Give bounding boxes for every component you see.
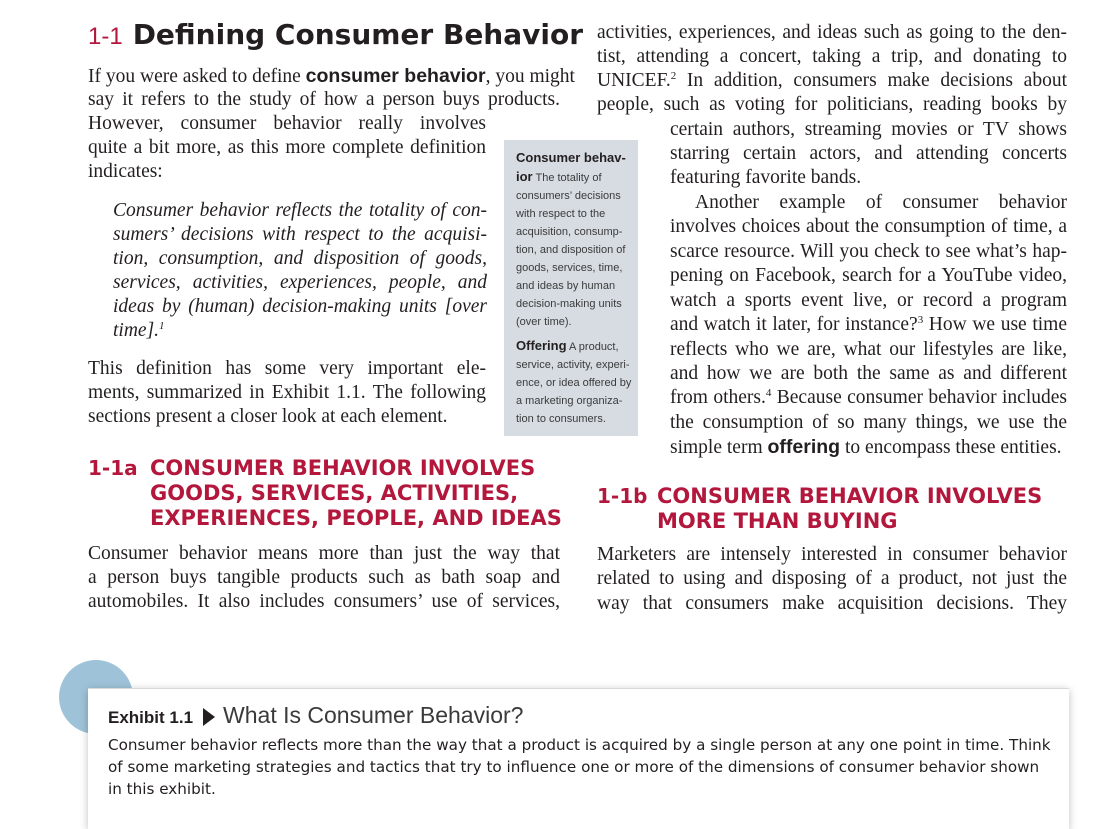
right-col-line: and how we are both the same as and different: [670, 363, 1067, 384]
sub1b-body-line: related to using and disposing of a product, not just the: [597, 568, 1067, 589]
right-col-line: activities, experiences, and ideas such as going to the den-: [597, 22, 1067, 43]
subsection-heading-1b: [597, 484, 1067, 536]
section-title: Defining Consumer Behavior: [132, 18, 584, 51]
glossary-term: Offering: [516, 338, 567, 353]
quote-line: Consumer behavior reflects the totality of con-: [113, 200, 487, 221]
right-col-line: pening on Facebook, search for a YouTube video,: [670, 265, 1067, 286]
quote-line-last: [113, 319, 165, 343]
intro-line-3: However, consumer behavior really involves: [88, 113, 486, 134]
right-col-line: featuring favorite bands.: [670, 167, 862, 188]
right-col-text: to encompass these entities.: [840, 437, 1062, 458]
section-number: 1-1: [88, 23, 123, 50]
intro-text: , you might: [485, 66, 575, 87]
subsection-number: 1-1b: [597, 484, 648, 508]
right-col-line: reflects who we are, what our lifestyles are like,: [670, 339, 1067, 360]
glossary-definition: The totality of consumers’ decisions with respect to the acquisition, consump-tion, and disposition of goods, services, time, and ideas by human decision-making units (over time).: [516, 172, 626, 328]
subsection-title-line: MORE THAN BUYING: [657, 509, 898, 533]
glossary-entry: [516, 337, 632, 428]
intro-text: If you were asked to define: [88, 66, 306, 87]
subsection-heading-1a: [88, 456, 568, 532]
right-col-text: In addition, consumers make decisions about: [676, 70, 1067, 91]
right-col-text: from others.: [670, 387, 766, 408]
footnote-marker: 1: [159, 320, 165, 332]
triangle-right-icon: [203, 708, 215, 726]
glossary-entry: [516, 149, 632, 331]
right-col-line: [670, 435, 1062, 460]
subsection-title-line: GOODS, SERVICES, ACTIVITIES,: [150, 481, 519, 505]
right-col-line: starring certain actors, and attending concerts: [670, 143, 1067, 164]
quote-line: tion, consumption, and disposition of goods,: [113, 248, 487, 269]
right-col-line: [670, 386, 1067, 410]
exhibit-caption-line: in this exhibit.: [108, 780, 216, 798]
exhibit-heading: [108, 702, 523, 729]
intro-line-4: quite a bit more, as this more complete definition: [88, 137, 486, 158]
exhibit-caption-line: of some marketing strategies and tactics that try to influence one or more of the dimensions of consumer behavior shown: [108, 758, 1040, 776]
sub1b-body-line: way that consumers make acquisition decisions. They: [597, 593, 1067, 614]
sub1a-body-line: automobiles. It also includes consumers’ use of services,: [88, 591, 560, 612]
right-col-text: and watch it later, for instance?: [670, 314, 918, 335]
right-col-text: Because consumer behavior includes: [771, 387, 1068, 408]
intro-line-2: say it refers to the study of how a person buys products.: [88, 89, 560, 110]
section-heading: [88, 18, 583, 51]
footnote-marker: 3: [917, 314, 924, 326]
key-term-offering: offering: [767, 436, 841, 458]
sub1a-body-line: a person buys tangible products such as bath soap and: [88, 567, 560, 588]
right-col-line: scarce resource. Will you check to see what’s hap-: [670, 241, 1067, 262]
quote-text: time].: [113, 320, 160, 341]
exhibit-caption-line: Consumer behavior reflects more than the way that a product is acquired by a single person at any one point in time. Think: [108, 736, 1051, 754]
quote-line: sumers’ decisions with respect to the acquisi-: [113, 224, 487, 245]
intro-line-1: [88, 64, 575, 89]
subsection-title-line: EXPERIENCES, PEOPLE, AND IDEAS: [150, 506, 562, 530]
right-col-text: How we use time: [923, 314, 1067, 335]
sub1a-body-line: Consumer behavior means more than just the way that: [88, 543, 560, 564]
subsection-number: 1-1a: [88, 456, 138, 480]
subsection-title-line: CONSUMER BEHAVIOR INVOLVES: [657, 484, 1043, 508]
quote-line: ideas by (human) decision-making units [over: [113, 296, 487, 317]
right-col-line: [670, 313, 1067, 337]
glossary-term: Consumer behav-ior: [516, 150, 626, 184]
right-col-line: certain authors, streaming movies or TV shows: [670, 119, 1067, 140]
right-col-line: involves choices about the consumption of time, a: [670, 216, 1067, 237]
definition-line: This definition has some very important ele-: [88, 358, 486, 379]
right-col-line: watch a sports event live, or record a program: [670, 290, 1067, 311]
right-col-line: [597, 69, 1067, 93]
subsection-title-line: CONSUMER BEHAVIOR INVOLVES: [150, 456, 536, 480]
right-col-line: the consumption of so many things, we use the: [670, 412, 1067, 433]
sub1b-body-line: Marketers are intensely interested in consumer behavior: [597, 544, 1067, 565]
glossary-definition: A product, service, activity, experi-ence, or idea offered by a marketing organiza-tion to consumers.: [516, 341, 632, 425]
right-col-line: tist, attending a concert, taking a trip, and donating to: [597, 46, 1067, 67]
quote-line: services, activities, experiences, people, and: [113, 272, 487, 293]
right-col-text: simple term: [670, 437, 768, 458]
definition-line: ments, summarized in Exhibit 1.1. The following: [88, 382, 486, 403]
exhibit-label: Exhibit 1.1: [108, 708, 194, 727]
right-col-line: people, such as voting for politicians, reading books by: [597, 94, 1067, 115]
right-col-line: Another example of consumer behavior: [695, 192, 1067, 213]
exhibit-title: What Is Consumer Behavior?: [223, 702, 524, 728]
definition-line: sections present a closer look at each element.: [88, 406, 448, 427]
footnote-marker: 4: [765, 387, 772, 399]
footnote-marker: 2: [670, 70, 677, 82]
intro-line-5: indicates:: [88, 161, 163, 182]
right-col-text: UNICEF.: [597, 70, 671, 91]
glossary-box: [504, 140, 638, 436]
key-term-consumer-behavior: consumer behavior: [305, 65, 486, 87]
